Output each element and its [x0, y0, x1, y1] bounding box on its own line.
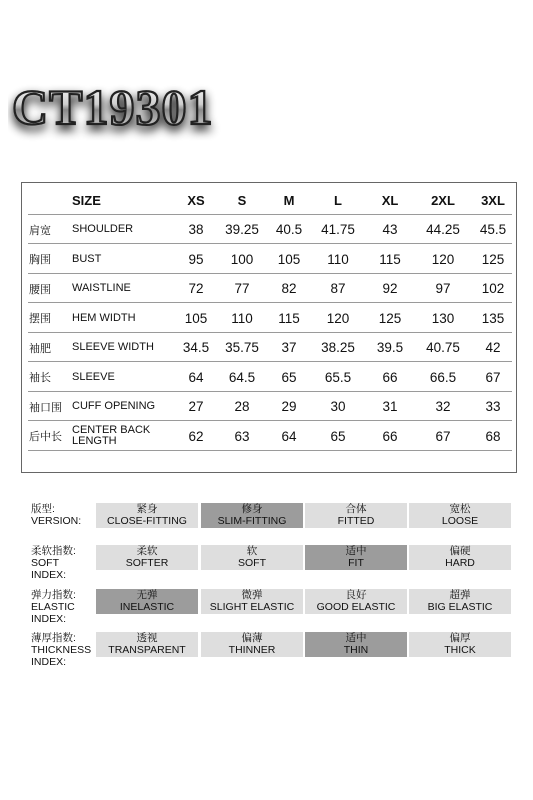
measure-value: 40.5 [275, 222, 303, 237]
measure-name-cn: 腰围 [29, 283, 51, 296]
size-table-row [22, 392, 516, 421]
measure-name-cn: 肩宽 [29, 224, 51, 237]
option-label-cn: 良好 [345, 589, 367, 601]
property-option [96, 589, 198, 614]
option-label-en: BIG ELASTIC [427, 600, 493, 613]
property-option [201, 632, 303, 657]
measure-value: 92 [382, 281, 398, 296]
option-label-cn: 偏薄 [241, 632, 263, 644]
measure-value: 38 [188, 222, 204, 237]
property-option [305, 632, 407, 657]
option-label-en: HARD [445, 556, 475, 569]
size-table-row [22, 245, 516, 274]
measure-value: 102 [481, 281, 505, 296]
measure-value: 62 [188, 428, 204, 444]
measure-value: 39.5 [376, 340, 404, 355]
option-label-cn: 偏硬 [449, 545, 471, 557]
property-option [96, 545, 198, 570]
measure-value: 39.25 [225, 222, 259, 237]
measure-value: 135 [481, 310, 505, 326]
measure-value: 66.5 [429, 369, 457, 385]
measure-value: 72 [188, 281, 204, 296]
size-header-xl: XL [381, 192, 399, 208]
measure-value: 87 [330, 281, 346, 296]
measure-name-cn: 胸围 [29, 254, 51, 266]
property-label-en-line1: THICKNESS [31, 644, 92, 656]
measure-value: 97 [435, 281, 451, 296]
measure-value: 115 [379, 251, 401, 267]
measure-value: 65 [281, 369, 297, 385]
measure-value: 33 [485, 399, 501, 414]
option-label-cn: 软 [246, 545, 258, 557]
measure-name-cn: 摆围 [29, 313, 51, 325]
option-label-en: CLOSE-FITTING [107, 514, 187, 527]
property-label-en-line1: ELASTIC [31, 601, 75, 613]
size-table-row [22, 363, 516, 392]
property-label-en-line2: INDEX: [31, 569, 67, 581]
measure-value: 64 [281, 428, 297, 444]
measure-value: 110 [231, 310, 253, 326]
size-chart-table [21, 182, 517, 473]
property-label-en-line1: SOFT [31, 557, 59, 569]
property-option [201, 545, 303, 570]
option-label-en: SLIGHT ELASTIC [209, 600, 295, 613]
option-label-cn: 适中 [345, 545, 367, 557]
property-option [96, 503, 198, 528]
size-header-xs: XS [187, 192, 205, 208]
measure-value: 77 [234, 281, 250, 296]
measure-value: 64.5 [228, 369, 256, 385]
measure-value: 35.75 [225, 340, 259, 355]
property-label-cn: 版型: [31, 503, 55, 515]
measure-value: 82 [281, 281, 297, 296]
property-option [409, 503, 511, 528]
size-header-label: SIZE [72, 192, 101, 208]
style-code-title [8, 72, 248, 142]
size-header-s: S [237, 192, 247, 208]
option-label-cn: 宽松 [449, 503, 471, 515]
property-option [305, 545, 407, 570]
measure-value: 67 [485, 369, 501, 385]
option-label-en: INELASTIC [119, 600, 175, 613]
measure-name-en: BUST [72, 252, 102, 265]
measure-value: 68 [485, 428, 501, 444]
property-label-cn: 薄厚指数: [31, 632, 76, 644]
measure-name-en-line2: LENGTH [72, 435, 117, 447]
option-label-en: TRANSPARENT [108, 643, 186, 656]
measure-name-cn: 袖肥 [29, 342, 51, 355]
size-table-row [22, 304, 516, 333]
measure-value: 37 [281, 340, 297, 355]
option-label-cn: 紧身 [136, 503, 158, 515]
measure-value: 32 [435, 399, 451, 414]
size-table-row [22, 215, 516, 244]
option-label-en: GOOD ELASTIC [316, 600, 396, 613]
measure-name-en-line1: CENTER BACK [72, 424, 151, 436]
size-header-m: M [283, 192, 295, 208]
property-label-cn: 弹力指数: [31, 589, 76, 601]
property-label [31, 589, 93, 625]
option-label-cn: 柔软 [136, 545, 158, 557]
measure-value: 43 [382, 222, 398, 237]
option-label-cn: 适中 [345, 632, 367, 644]
property-label-en-line2: INDEX: [31, 656, 67, 668]
size-header-l: L [334, 192, 342, 208]
option-label-cn: 合体 [345, 503, 367, 515]
property-option [305, 503, 407, 528]
property-option [201, 589, 303, 614]
measure-value: 66 [382, 428, 398, 444]
size-table-row [22, 422, 516, 451]
measure-value: 34.5 [182, 340, 210, 355]
measure-value: 66 [382, 369, 398, 385]
size-table-row [22, 274, 516, 303]
measure-value: 31 [382, 399, 398, 414]
measure-value: 30 [330, 399, 346, 414]
property-label-en-line2: INDEX: [31, 613, 67, 625]
size-header-3xl: 3XL [481, 192, 505, 208]
measure-value: 65.5 [324, 369, 352, 385]
property-option [305, 589, 407, 614]
property-option [409, 632, 511, 657]
measure-name-en: CUFF OPENING [72, 400, 156, 412]
measure-name-en [72, 422, 150, 451]
property-option [96, 632, 198, 657]
property-option [409, 589, 511, 614]
size-table-header-row [22, 185, 516, 215]
measure-name-en: WAISTLINE [72, 282, 131, 294]
measure-value: 105 [184, 310, 208, 326]
option-label-en: THINNER [228, 643, 276, 656]
measure-value: 125 [481, 251, 505, 267]
property-label [31, 545, 93, 581]
measure-value: 120 [431, 251, 455, 267]
measure-value: 29 [281, 399, 297, 414]
size-table-row [22, 333, 516, 362]
measure-value: 100 [230, 251, 254, 267]
measure-value: 95 [188, 251, 204, 267]
measure-value: 105 [277, 251, 301, 267]
style-code-text: CT19301 [12, 79, 214, 135]
option-label-en: FIT [348, 556, 364, 569]
option-label-en: SLIM-FITTING [217, 514, 287, 527]
measure-value: 40.75 [426, 340, 460, 355]
measure-name-en: SLEEVE [72, 370, 115, 383]
property-label [31, 503, 93, 527]
property-label [31, 632, 93, 668]
option-label-en: LOOSE [441, 514, 479, 527]
property-option [201, 503, 303, 528]
measure-value: 45.5 [479, 222, 507, 237]
measure-value: 110 [327, 251, 349, 267]
measure-value: 44.25 [426, 222, 460, 237]
size-header-2xl: 2XL [431, 192, 455, 208]
measure-value: 41.75 [321, 222, 355, 237]
property-label-en: VERSION: [31, 515, 82, 527]
measure-name-cn: 袖口围 [29, 401, 62, 414]
option-label-en: SOFT [238, 556, 266, 569]
measure-value: 130 [431, 310, 455, 326]
measure-value: 28 [234, 399, 250, 414]
measure-value: 27 [188, 399, 204, 414]
option-label-en: THIN [343, 643, 369, 656]
measure-value: 64 [188, 369, 204, 385]
measure-name-en: HEM WIDTH [72, 311, 136, 324]
measure-value: 67 [435, 428, 451, 444]
property-option [409, 545, 511, 570]
option-label-cn: 修身 [241, 503, 263, 515]
option-label-en: SOFTER [125, 556, 169, 569]
measure-name-cn: 后中长 [29, 431, 62, 443]
option-label-en: FITTED [337, 514, 375, 527]
property-label-cn: 柔软指数: [31, 545, 76, 557]
option-label-en: THICK [444, 643, 476, 656]
measure-value: 38.25 [321, 340, 355, 355]
measure-value: 63 [234, 428, 250, 444]
option-label-cn: 偏厚 [449, 632, 471, 644]
measure-name-en: SLEEVE WIDTH [72, 341, 154, 353]
measure-name-cn: 袖长 [29, 372, 51, 384]
measure-name-en: SHOULDER [72, 223, 134, 235]
measure-value: 125 [378, 310, 402, 326]
option-label-cn: 透视 [136, 632, 158, 644]
option-label-cn: 无弹 [136, 589, 158, 601]
measure-value: 42 [485, 340, 501, 355]
option-label-cn: 微弹 [241, 589, 263, 601]
measure-value: 120 [326, 310, 350, 326]
measure-value: 115 [278, 310, 300, 326]
measure-value: 65 [330, 428, 346, 444]
option-label-cn: 超弹 [449, 589, 471, 601]
